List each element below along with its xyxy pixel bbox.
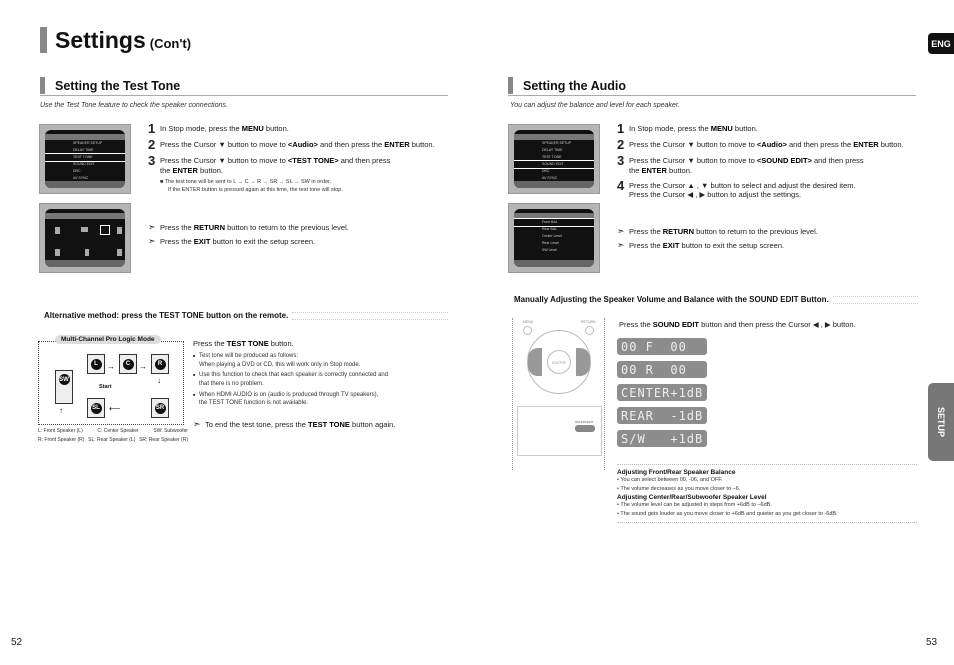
note-text: button to exit the setup screen. [210, 236, 316, 246]
screen-header [45, 213, 125, 219]
return-button-icon [585, 326, 594, 335]
heading-bar [508, 77, 513, 94]
note-line: If the ENTER button is pressed again at this time, the test tone will stop. [168, 187, 343, 194]
lcd-line: REAR -1dB [617, 407, 707, 424]
manual-bold: SOUND EDIT [652, 320, 700, 329]
step-bold: ENTER [384, 140, 410, 149]
screen-menu-item-selected: TEST TONE [45, 154, 125, 161]
speaker-L [87, 354, 105, 374]
page-number-right: 53 [926, 637, 938, 648]
heading-bar [40, 77, 45, 94]
note-bold: TEST TONE [307, 420, 350, 430]
note-text: Press the [160, 223, 194, 233]
step-bold: <Audio> [287, 140, 318, 149]
step-number: 3 [148, 153, 156, 168]
step-number: 3 [617, 153, 625, 168]
legend-row [38, 427, 188, 436]
step-1 [148, 121, 448, 136]
section-subtitle: You can adjust the balance and level for each speaker. [510, 102, 680, 109]
adjust-line: • The sound gets louder as you move closer to +6dB and quieter as you get closer to -6dB. [617, 510, 838, 517]
enter-button-icon: ENTER [547, 350, 571, 374]
section-tab [928, 383, 954, 461]
step-text: Press the Cursor ▼ button to move to [160, 156, 288, 165]
test-tone-return-notes [148, 221, 448, 248]
step-1 [617, 121, 917, 136]
speaker-label: L [91, 359, 102, 370]
step-text: Press the Cursor ▼ button to move to [629, 140, 757, 149]
step-text: and then press the [786, 140, 854, 149]
arrow-icon: ➣ [617, 239, 625, 250]
arrow-right-icon: → [139, 362, 147, 371]
legend-item: L: Front Speaker (L) [38, 428, 83, 434]
screen-display [514, 130, 594, 188]
step-number: 2 [617, 137, 625, 152]
note-text: Press the [629, 227, 663, 237]
section-title: Setting the Test Tone [55, 78, 181, 93]
step-text: button. [197, 165, 223, 175]
alt-method-instructions [193, 339, 443, 432]
start-label: Start [99, 384, 112, 390]
screen-footer [514, 260, 594, 267]
legend-row [38, 436, 188, 445]
step-text: Press the Cursor ▼ button to move to [629, 156, 757, 165]
section-heading-test-tone [40, 76, 448, 96]
step-number: 1 [148, 121, 156, 136]
step-bold: ENTER [641, 165, 667, 175]
speaker-label: SL [91, 403, 102, 414]
note-text: Press the [160, 236, 194, 246]
note-bold: RETURN [662, 227, 695, 237]
adjust-line: • The volume decreases as you move closer to –6. [617, 485, 741, 492]
adjust-line: • You can select between 00, -06, and OFF. [617, 477, 723, 483]
speaker-SR [151, 398, 169, 418]
end-test-tone-note [193, 418, 443, 432]
lcd-line: 00 R 00 [617, 361, 707, 378]
cursor-right-highlight [576, 348, 590, 376]
arrow-down-icon: ↓ [157, 376, 161, 385]
step-3 [617, 153, 917, 176]
audio-return-notes [617, 225, 917, 252]
remote-control-image [512, 318, 605, 470]
screen-menu-item: DELAY TIME [542, 148, 563, 152]
screen-footer [514, 181, 594, 188]
manual-instruction [619, 320, 856, 329]
sound-edit-label: SOUND EDIT [575, 420, 594, 424]
arrow-icon: ➣ [193, 419, 201, 430]
adjust-heading: Adjusting Front/Rear Speaker Balance [617, 469, 736, 476]
adjust-heading: Adjusting Center/Rear/Subwoofer Speaker Level [617, 494, 767, 502]
step-notes [160, 178, 448, 195]
manual-text: Press the [619, 320, 653, 329]
note-line: ■ The test tone will be sent to L → C → R → SR → SL → SW in order. [160, 178, 332, 185]
manual-adjust-heading [514, 295, 918, 304]
screen-display [45, 209, 125, 267]
arrow-up-icon: ↑ [59, 406, 63, 415]
step-4 [617, 177, 917, 201]
step-text: Press the Cursor ◀ , ▶ button to adjust the settings. [629, 190, 802, 200]
bullet-item [193, 391, 443, 408]
arrow-icon: ➣ [617, 226, 625, 236]
speaker-SL [87, 398, 105, 418]
adjustment-notes [617, 464, 917, 523]
test-tone-steps [148, 121, 448, 195]
exit-note [148, 235, 448, 249]
screen-menu-item: SPEAKER SETUP [542, 141, 572, 145]
legend-item: SR: Rear Speaker (R) [139, 436, 188, 443]
screen-edit-item: Center Level [542, 234, 562, 238]
note-text: button to return to the previous level. [225, 223, 349, 233]
speaker-icon [55, 227, 60, 234]
sound-edit-button-icon [575, 425, 595, 432]
step-text: button. [409, 140, 435, 149]
bullet-text: When playing a DVD or CD, this will work only in Stop mode. [199, 361, 361, 368]
arrow-right-icon: → [107, 362, 115, 371]
step-text: and then press [811, 156, 864, 165]
step-number: 2 [148, 137, 156, 152]
return-label: RETURN [581, 320, 596, 324]
note-text: button again. [349, 420, 396, 430]
speaker-C [119, 354, 137, 374]
note-bold: EXIT [193, 236, 211, 246]
lcd-line: S/W +1dB [617, 430, 707, 447]
screen-menu-item: AV SYNC [73, 176, 89, 180]
title-suffix: (Con't) [149, 35, 192, 51]
screen-menu-item: AV SYNC [542, 176, 558, 180]
step-number: 1 [617, 121, 625, 136]
menu-screen-image [39, 124, 131, 194]
step-2 [148, 137, 448, 152]
exit-note [617, 239, 917, 253]
adjust-line: • The volume level can be adjusted in steps from +6dB to –6dB. [617, 502, 772, 509]
section-title: Setting the Audio [523, 78, 626, 93]
lcd-line: 00 F 00 [617, 338, 707, 355]
manual-heading-text: Manually Adjusting the Speaker Volume and Balance with the SOUND EDIT Button. [514, 295, 829, 304]
alt-instruction [193, 339, 443, 348]
cursor-left-highlight [528, 348, 542, 376]
step-bold: ENTER [172, 165, 198, 175]
step-text: and then press [338, 156, 391, 165]
note-text: button to exit the setup screen. [679, 240, 785, 250]
title-text: Settings [55, 26, 146, 53]
speaker-label: R [155, 359, 166, 370]
test-tone-screen-image [39, 203, 131, 273]
listener-icon [85, 249, 89, 256]
heading-fill [833, 296, 918, 304]
screen-menu-item: SPEAKER SETUP [73, 141, 103, 145]
screen-menu-item: DRC [542, 169, 550, 173]
step-3 [148, 153, 448, 176]
lcd-line: CENTER+1dB [617, 384, 707, 401]
menu-label: MENU [523, 320, 534, 324]
alt-heading-text: Alternative method: press the TEST TONE button on the remote. [44, 311, 289, 320]
screen-edit-item: Rear Level [542, 241, 559, 245]
screen-edit-item: Rear BAL [542, 227, 558, 231]
arrow-left-icon: ⟵ [109, 404, 121, 413]
step-bold: <TEST TONE> [287, 156, 339, 165]
speaker-label: C [123, 359, 134, 370]
step-text: the [160, 165, 173, 175]
step-number: 4 [617, 177, 625, 193]
bullet-text: When HDMI AUDIO is on (audio is produced through TV speakers), [199, 391, 379, 398]
speaker-icon [117, 227, 122, 234]
step-2 [617, 137, 917, 152]
lcd-display-samples [617, 338, 707, 453]
speaker-legend [38, 427, 188, 444]
speaker-icon-selected [100, 225, 110, 235]
legend-item: SL: Rear Speaker (L) [88, 436, 136, 443]
speaker-SW [55, 370, 73, 404]
menu-button-icon [523, 326, 532, 335]
screen-edit-item-selected: Front BAL [514, 219, 594, 226]
heading-fill [292, 312, 448, 320]
language-tab: ENG [928, 33, 954, 54]
section-subtitle: Use the Test Tone feature to check the speaker connections. [40, 102, 228, 109]
step-text: Press the Cursor ▲ , ▼ button to select and adjust the desired item. [629, 180, 856, 190]
diagram-label: Multi-Channel Pro Logic Mode [55, 335, 161, 344]
return-note [148, 221, 448, 235]
step-text: button. [263, 124, 289, 133]
step-text: In Stop mode, press the [160, 124, 242, 133]
section-tab-label: SETUP [936, 406, 947, 438]
audio-steps [617, 121, 917, 200]
legend-item: C: Center Speaker [97, 428, 139, 434]
alt-text: button. [268, 339, 294, 348]
alt-bold: TEST TONE [226, 339, 269, 348]
screen-menu-item: DELAY TIME [73, 148, 94, 152]
alternative-method-heading [44, 311, 448, 320]
section-heading-audio [508, 76, 916, 96]
speaker-icon [55, 249, 60, 256]
step-bold: MENU [241, 124, 264, 133]
bullet-item [193, 371, 443, 388]
step-text: Press the Cursor ▼ button to move to [160, 140, 288, 149]
note-text: Press the [629, 240, 663, 250]
note-bold: EXIT [662, 240, 680, 250]
speaker-label: SR [155, 403, 166, 414]
audio-menu-screen-image [508, 124, 600, 194]
title-bar-decoration [40, 27, 47, 53]
speaker-R [151, 354, 169, 374]
note-text: To end the test tone, press the [205, 420, 308, 430]
screen-edit-item: SW Level [542, 248, 557, 252]
screen-display [514, 209, 594, 267]
screen-menu-item: TEST TONE [542, 155, 562, 159]
step-text: button. [732, 124, 758, 133]
screen-menu-item: SOUND EDIT [73, 162, 95, 166]
bullet-text: Test tone will be produced as follows: [199, 353, 299, 359]
step-text: the [629, 165, 642, 175]
page-number-left: 52 [11, 637, 23, 648]
page-title [40, 26, 191, 54]
speaker-icon [117, 249, 122, 256]
screen-menu-item-selected: SOUND EDIT [514, 161, 594, 168]
note-bold: RETURN [193, 223, 226, 233]
speaker-label: SW [59, 374, 70, 385]
step-text: button. [666, 165, 692, 175]
manual-text: button and then press the Cursor ◀ , ▶ button. [699, 320, 856, 329]
note-text: button to return to the previous level. [694, 227, 818, 237]
return-note [617, 225, 917, 239]
screen-menu-item: DRC [73, 169, 81, 173]
arrow-icon: ➣ [148, 235, 156, 246]
step-bold: <SOUND EDIT> [756, 156, 812, 165]
legend-item: SW: Subwoofer [153, 428, 188, 434]
arrow-icon: ➣ [148, 222, 156, 232]
bullet-text: the TEST TONE function is not available. [199, 400, 308, 407]
speaker-icon [81, 227, 88, 232]
legend-item: R: Front Speaker (R) [38, 436, 85, 443]
bullet-text: Use this function to check that each speaker is correctly connected and [199, 372, 389, 379]
screen-footer [45, 260, 125, 267]
step-text: and then press the [317, 140, 385, 149]
bullet-item [193, 352, 443, 369]
step-bold: <Audio> [756, 140, 787, 149]
speaker-order-diagram [38, 336, 184, 425]
step-text: button. [878, 140, 904, 149]
alt-text: Press the [193, 339, 227, 348]
bullet-text: that there is no problem. [199, 381, 264, 388]
screen-display [45, 130, 125, 188]
step-bold: ENTER [853, 140, 879, 149]
sound-edit-screen-image [508, 203, 600, 273]
screen-footer [45, 181, 125, 188]
step-text: In Stop mode, press the [629, 124, 711, 133]
step-bold: MENU [710, 124, 733, 133]
